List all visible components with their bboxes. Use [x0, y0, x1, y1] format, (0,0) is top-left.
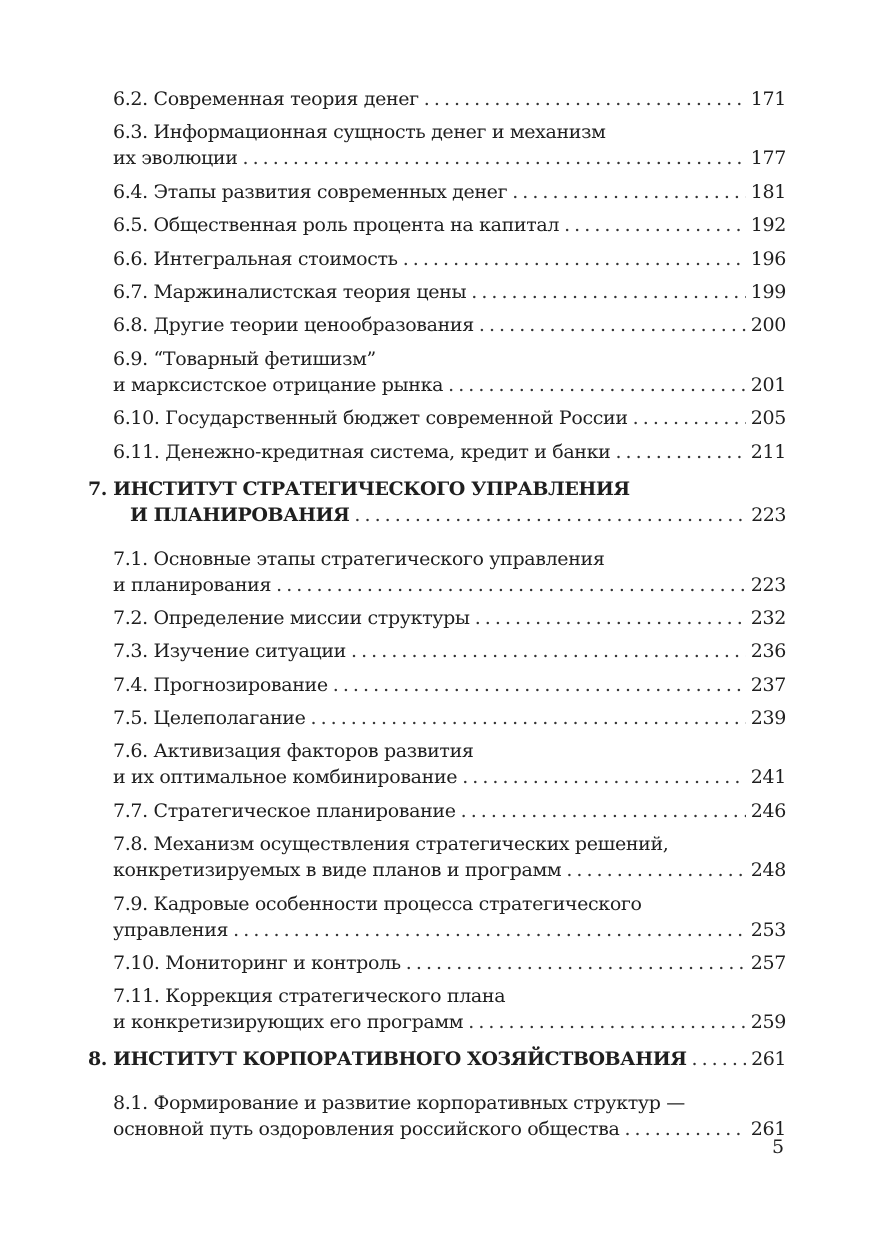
dot-leader [461, 798, 746, 824]
toc-entry-7-11 [88, 983, 786, 1035]
toc-entry-title-line1: 8.1. Формирование и развитие корпоративных структур — [113, 1092, 685, 1115]
toc-page-number: 199 [750, 280, 786, 303]
toc-entry-title: 6.5. Общественная роль процента на капитал [113, 214, 560, 237]
toc-page-number: 253 [750, 918, 786, 941]
toc-entry-title-line2: и планирования [113, 573, 272, 596]
chapter-title-line2: И ПЛАНИРОВАНИЯ [130, 503, 350, 526]
toc-entry-title: 6.4. Этапы развития современных денег [113, 180, 508, 203]
toc-entry-title: 7.4. Прогнозирование [113, 673, 328, 696]
toc-entry-7-8 [88, 831, 786, 883]
toc-chapter-8 [88, 1046, 786, 1072]
toc-page-number: 192 [750, 214, 786, 237]
toc-page-number: 239 [750, 707, 786, 730]
toc-page-number: 259 [750, 1011, 786, 1034]
dot-leader [471, 279, 746, 305]
dot-leader [351, 638, 746, 664]
toc-entry-title: 7.5. Целеполагание [113, 707, 306, 730]
toc-entry-title: 7.3. Изучение ситуации [113, 640, 346, 663]
toc-page-number: 261 [750, 1118, 786, 1141]
dot-leader [448, 372, 746, 398]
toc-page-number: 205 [750, 407, 786, 430]
toc-page-number: 248 [750, 859, 786, 882]
toc-entry-title-line1: 6.9. “Товарный фетишизм” [113, 347, 376, 370]
toc-entry-title-line1: 7.8. Механизм осуществления стратегических решений, [113, 833, 669, 856]
toc-entry-6-5 [88, 212, 786, 238]
toc-page-number: 201 [750, 373, 786, 396]
dot-leader [615, 439, 745, 465]
chapter-title-line1: 7. ИНСТИТУТ СТРАТЕГИЧЕСКОГО УПРАВЛЕНИЯ [88, 477, 630, 500]
dot-leader [424, 86, 746, 112]
dot-leader [276, 572, 746, 598]
toc-entry-6-3 [88, 119, 786, 171]
toc-page-number: 236 [750, 640, 786, 663]
toc-entry-7-9 [88, 891, 786, 943]
toc-entry-title-line1: 7.1. Основные этапы стратегического управления [113, 547, 605, 570]
toc-entry-7-6 [88, 738, 786, 790]
toc-page-number: 223 [750, 573, 786, 596]
dot-leader [233, 917, 746, 943]
dot-leader [462, 764, 746, 790]
toc-entry-7-5 [88, 705, 786, 731]
toc-entry-title: 6.7. Маржиналистская теория цены [113, 280, 467, 303]
toc-entry-title: 6.11. Денежно-кредитная система, кредит и банки [113, 440, 611, 463]
toc-entry-6-8 [88, 312, 786, 338]
toc-entry-8-1 [88, 1090, 786, 1142]
toc-entry-6-9 [88, 346, 786, 398]
dot-leader [243, 145, 746, 171]
toc-entry-title: 6.10. Государственный бюджет современной России [113, 407, 628, 430]
toc-page-number: 196 [750, 247, 786, 270]
toc-entry-6-7 [88, 279, 786, 305]
toc-chapter-7 [88, 476, 786, 528]
toc-entry-6-11 [88, 439, 786, 465]
dot-leader [692, 1046, 747, 1072]
toc-entry-title-line2: и марксистское отрицание рынка [113, 373, 444, 396]
toc-page-number: 257 [750, 952, 786, 975]
toc-page-number: 241 [750, 766, 786, 789]
toc-page-number: 211 [750, 440, 786, 463]
toc-entry-title-line2: и их оптимальное комбинирование [113, 766, 458, 789]
dot-leader [633, 405, 746, 431]
toc-entry-title: 7.10. Мониторинг и контроль [113, 952, 401, 975]
toc-entry-title-line2: и конкретизирующих его программ [113, 1011, 464, 1034]
toc-entry-title: 6.2. Современная теория денег [113, 88, 419, 110]
toc-page-number: 177 [750, 147, 786, 170]
toc-page-number: 200 [750, 314, 786, 337]
toc-entry-title: 7.7. Стратегическое планирование [113, 799, 456, 822]
toc-page-number: 232 [750, 606, 786, 629]
toc-entry-7-10 [88, 950, 786, 976]
toc-entry-title-line1: 7.9. Кадровые особенности процесса стратегического [113, 892, 642, 915]
toc-page-number: 223 [751, 503, 786, 526]
toc-page-number: 181 [750, 180, 786, 203]
toc-entry-title: 6.8. Другие теории ценообразования [113, 314, 474, 337]
dot-leader [468, 1009, 746, 1035]
dot-leader [564, 212, 746, 238]
dot-leader [512, 179, 746, 205]
toc-entry-7-2 [88, 605, 786, 631]
toc-entry-6-10 [88, 405, 786, 431]
dot-leader [475, 605, 746, 631]
toc-entry-title: 6.6. Интегральная стоимость [113, 247, 398, 270]
toc-entry-title-line1: 6.3. Информационная сущность денег и механизм [113, 121, 606, 144]
toc-page-number: 261 [751, 1048, 786, 1071]
toc-entry-7-4 [88, 672, 786, 698]
dot-leader [403, 246, 746, 272]
toc-entry-7-7 [88, 798, 786, 824]
dot-leader [310, 705, 745, 731]
dot-leader [566, 857, 745, 883]
toc-entry-title-line2: управления [113, 918, 229, 941]
dot-leader [406, 950, 746, 976]
dot-leader [479, 312, 746, 338]
toc-entry-title-line1: 7.6. Активизация факторов развития [113, 740, 474, 763]
toc-page-number: 171 [750, 88, 786, 110]
toc-page-number: 237 [750, 673, 786, 696]
toc-entry-title: 7.2. Определение миссии структуры [113, 606, 470, 629]
toc-entry-7-1 [88, 546, 786, 598]
toc-entry-title-line2: конкретизируемых в виде планов и программ [113, 859, 562, 882]
dot-leader [354, 502, 746, 528]
toc-entry-title-line2: основной путь оздоровления российского общества [113, 1118, 620, 1141]
chapter-title: 8. ИНСТИТУТ КОРПОРАТИВНОГО ХОЗЯЙСТВОВАНИЯ [88, 1048, 687, 1071]
toc-entry-6-4 [88, 179, 786, 205]
toc-page-number: 246 [750, 799, 786, 822]
dot-leader [333, 672, 746, 698]
toc-entry-title-line2: их эволюции [113, 147, 238, 170]
toc-entry-6-2 [88, 86, 786, 112]
toc-entry-title-line1: 7.11. Коррекция стратегического плана [113, 985, 506, 1008]
toc-entry-7-3 [88, 638, 786, 664]
page-number: 5 [772, 1136, 785, 1158]
dot-leader [624, 1116, 745, 1142]
table-of-contents [88, 86, 786, 1150]
toc-entry-6-6 [88, 246, 786, 272]
